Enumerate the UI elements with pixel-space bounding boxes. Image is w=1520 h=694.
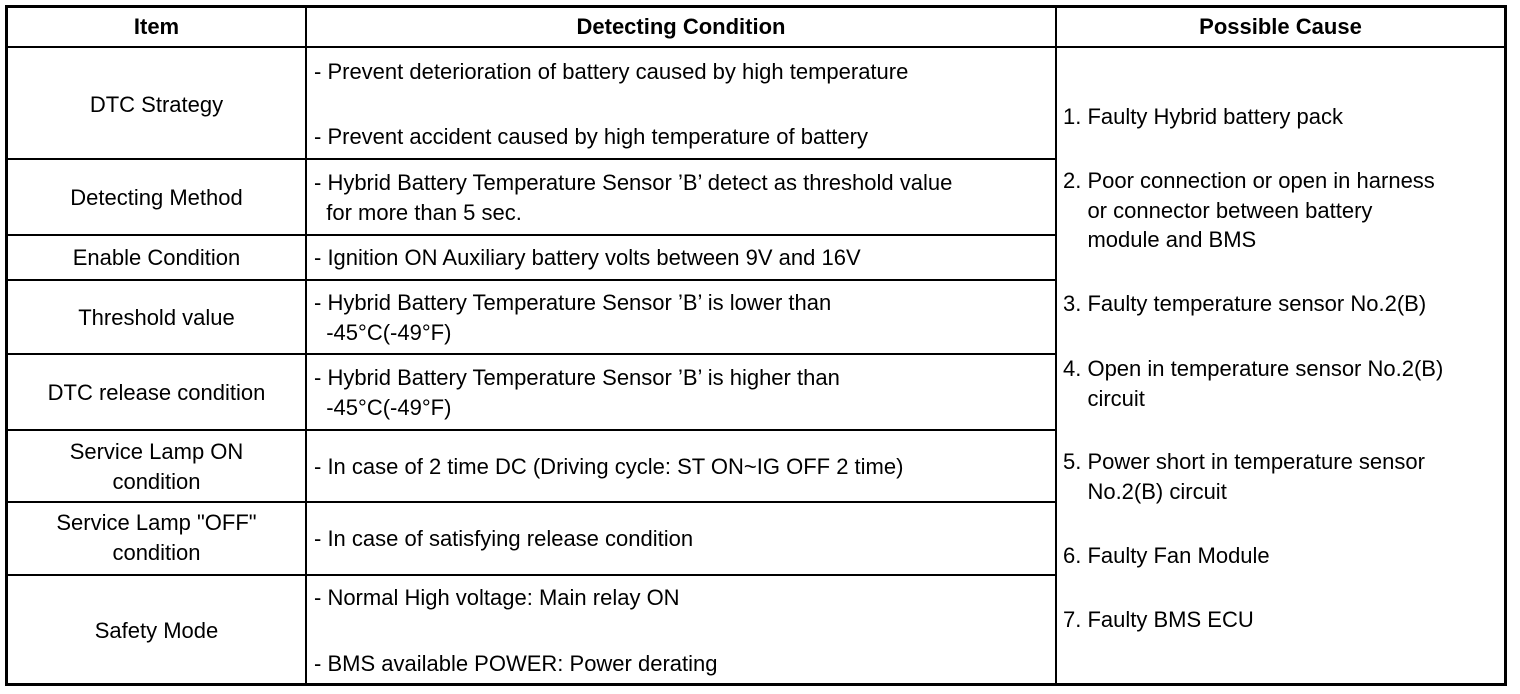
condition-line: - Ignition ON Auxiliary battery volts between 9V and 16V xyxy=(314,245,861,270)
condition-line: -45°C(-49°F) xyxy=(314,395,452,420)
cause-item: module and BMS xyxy=(1063,227,1257,252)
condition-line: - Hybrid Battery Temperature Sensor ’B’ detect as threshold value xyxy=(314,170,953,195)
cause-item: 2. Poor connection or open in harness xyxy=(1063,168,1435,193)
item-service-lamp-off: condition xyxy=(112,540,201,565)
cause-item: 4. Open in temperature sensor No.2(B) xyxy=(1063,356,1444,381)
condition-line: - Hybrid Battery Temperature Sensor ’B’ is higher than xyxy=(314,365,840,390)
column-divider xyxy=(1055,5,1057,686)
cause-item: 3. Faulty temperature sensor No.2(B) xyxy=(1063,291,1427,316)
cause-item: 1. Faulty Hybrid battery pack xyxy=(1063,104,1344,129)
item-enable-condition: Enable Condition xyxy=(72,245,241,270)
header-divider xyxy=(5,46,1507,48)
item-service-lamp-on: Service Lamp ON xyxy=(69,439,244,464)
row-divider xyxy=(5,501,1057,503)
item-dtc-release-condition: DTC release condition xyxy=(47,380,266,405)
condition-line: - BMS available POWER: Power derating xyxy=(314,651,718,676)
header-detecting-condition: Detecting Condition xyxy=(576,14,786,39)
condition-line: -45°C(-49°F) xyxy=(314,320,452,345)
row-divider xyxy=(5,234,1057,236)
item-detecting-method: Detecting Method xyxy=(70,185,243,210)
condition-line: - Prevent accident caused by high temperature of battery xyxy=(314,124,868,149)
cause-item: 6. Faulty Fan Module xyxy=(1063,543,1270,568)
item-service-lamp-off: Service Lamp "OFF" xyxy=(56,510,257,535)
row-divider xyxy=(5,574,1057,576)
cause-item: circuit xyxy=(1063,386,1145,411)
column-divider xyxy=(305,5,307,686)
cause-item: No.2(B) circuit xyxy=(1063,479,1227,504)
item-service-lamp-on: condition xyxy=(112,469,201,494)
condition-line: - In case of 2 time DC (Driving cycle: ST ON~IG OFF 2 time) xyxy=(314,454,904,479)
header-possible-cause: Possible Cause xyxy=(1199,14,1362,39)
cause-item: or connector between battery xyxy=(1063,198,1373,223)
condition-line: - Normal High voltage: Main relay ON xyxy=(314,585,680,610)
item-dtc-strategy: DTC Strategy xyxy=(89,92,224,117)
row-divider xyxy=(5,279,1057,281)
condition-line: - In case of satisfying release condition xyxy=(314,526,694,551)
item-threshold-value: Threshold value xyxy=(78,305,235,330)
cause-item: 7. Faulty BMS ECU xyxy=(1063,607,1254,632)
header-item: Item xyxy=(133,14,180,39)
row-divider xyxy=(5,353,1057,355)
row-divider xyxy=(5,429,1057,431)
item-safety-mode: Safety Mode xyxy=(94,618,219,643)
cause-item: 5. Power short in temperature sensor xyxy=(1063,449,1425,474)
condition-line: - Hybrid Battery Temperature Sensor ’B’ is lower than xyxy=(314,290,832,315)
row-divider xyxy=(5,158,1057,160)
condition-line: - Prevent deterioration of battery caused by high temperature xyxy=(314,59,909,84)
condition-line: for more than 5 sec. xyxy=(314,200,522,225)
